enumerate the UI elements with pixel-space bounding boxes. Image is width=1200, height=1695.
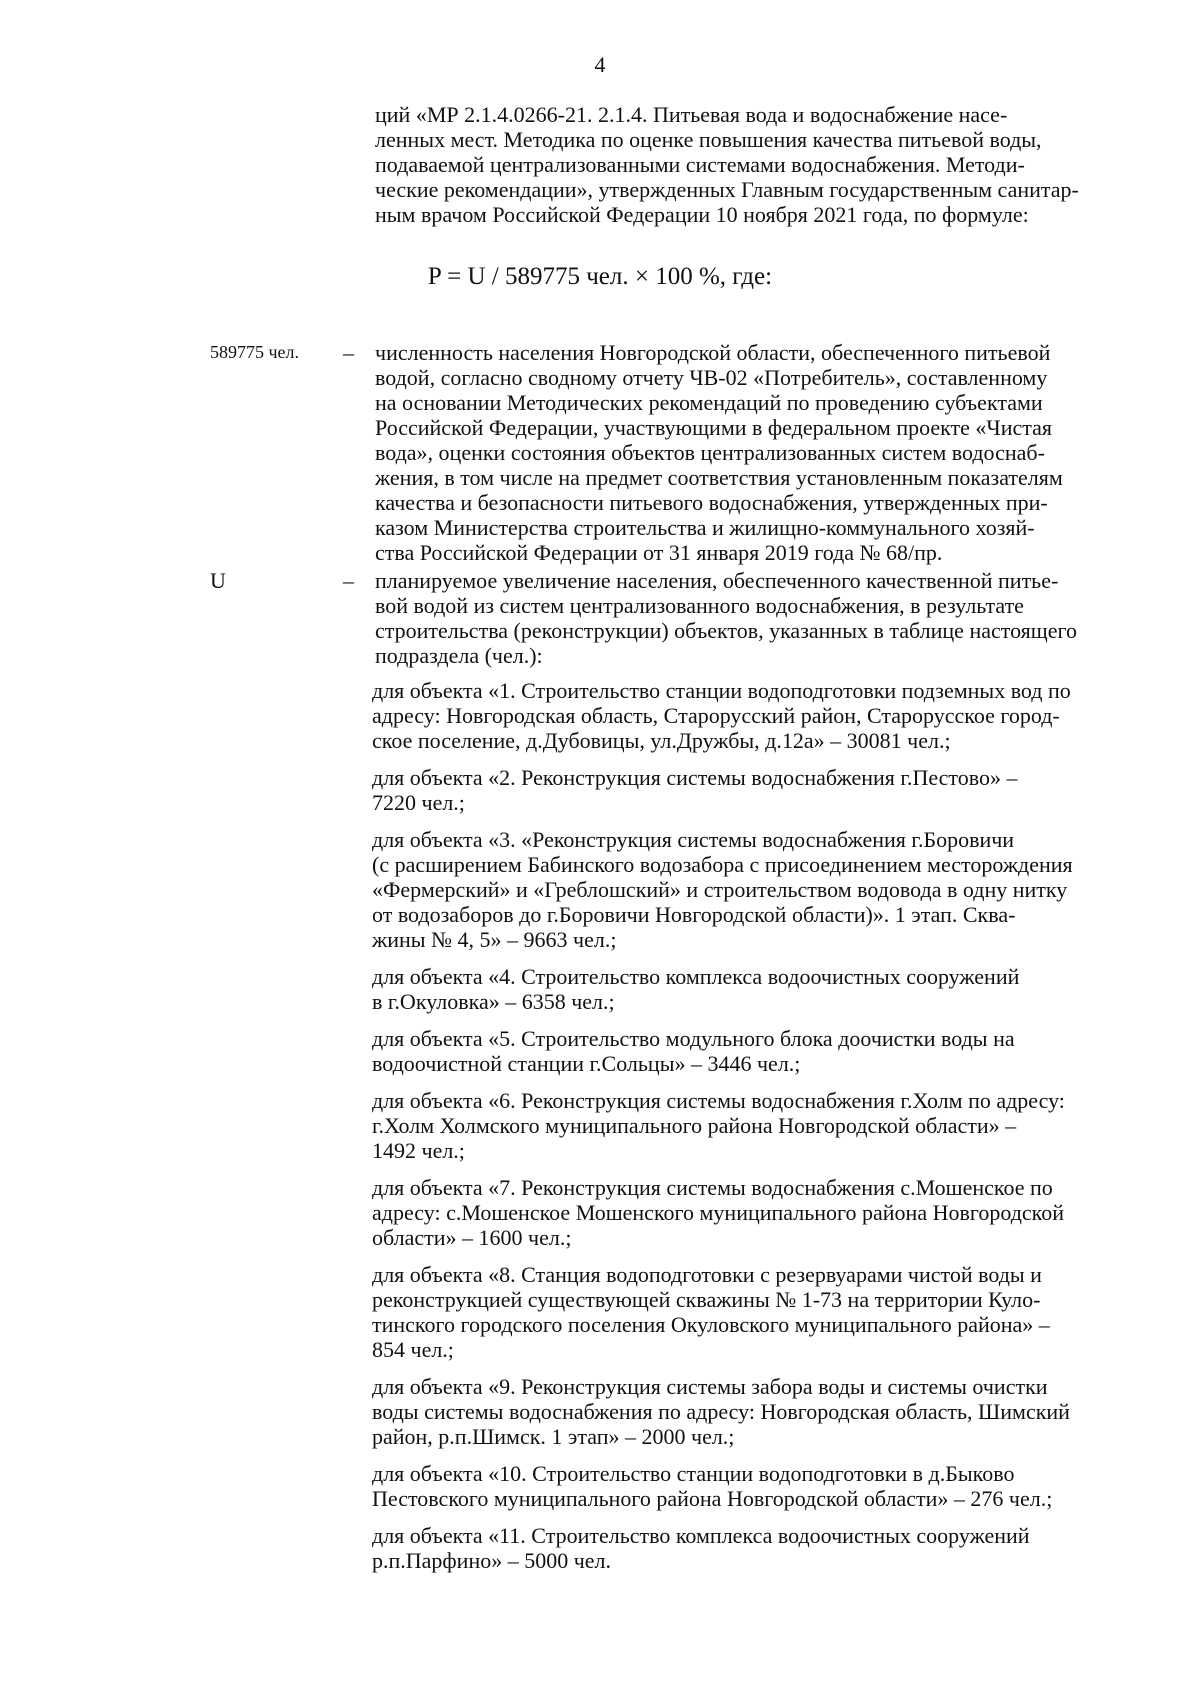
description-line: качества и безопасности питьевого водоснабжения, утвержденных при- [375, 490, 1048, 515]
object-line: для объекта «5. Строительство модульного блока доочистки воды на [372, 1026, 1015, 1051]
definition-dash: – [343, 340, 354, 365]
object-line: тинского городского поселения Окуловского муниципального района» – [372, 1312, 1050, 1337]
description-line: вой водой из систем централизованного водоснабжения, в результате [375, 593, 1024, 618]
definition-description [375, 568, 1145, 668]
object-item [372, 964, 1147, 1014]
description-line: ства Российской Федерации от 31 января 2019 года № 68/пр. [375, 540, 943, 565]
object-line: для объекта «10. Строительство станции водоподготовки в д.Быково [372, 1461, 1015, 1486]
object-line: ское поселение, д.Дубовицы, ул.Дружбы, д.12а» – 30081 чел.; [372, 728, 951, 753]
object-item [372, 827, 1147, 952]
definition-description [375, 340, 1145, 565]
description-line: Российской Федерации, участвующими в федеральном проекте «Чистая [375, 415, 1053, 440]
description-line: жения, в том числе на предмет соответствия установленным показателям [375, 465, 1063, 490]
formula: P = U / 589775 чел. × 100 %, где: [427, 263, 773, 290]
object-line: для объекта «2. Реконструкция системы водоснабжения г.Пестово» – [372, 765, 1018, 790]
description-line: подраздела (чел.): [375, 643, 543, 668]
object-line: воды системы водоснабжения по адресу: Новгородская область, Шимский [372, 1399, 1070, 1424]
object-line: Пестовского муниципального района Новгородской области» – 276 чел.; [372, 1486, 1053, 1511]
object-line: «Фермерский» и «Греблошский» и строительством водовода в одну нитку [372, 877, 1068, 902]
object-line: район, р.п.Шимск. 1 этап» – 2000 чел.; [372, 1424, 735, 1449]
object-item [372, 1026, 1147, 1076]
object-line: р.п.Парфино» – 5000 чел. [372, 1548, 612, 1573]
object-line: для объекта «7. Реконструкция системы водоснабжения с.Мошенское по [372, 1175, 1053, 1200]
object-item [372, 678, 1147, 753]
object-line: адресу: Новгородская область, Старорусский район, Старорусское город- [372, 703, 1060, 728]
object-item [372, 1262, 1147, 1362]
object-item [372, 765, 1147, 815]
object-item [372, 1523, 1147, 1573]
page-number: 4 [594, 52, 606, 77]
description-line: на основании Методических рекомендаций по проведению субъектами [375, 390, 1043, 415]
object-item [372, 1175, 1147, 1250]
description-line: численность населения Новгородской области, обеспеченного питьевой [375, 340, 1051, 365]
intro-line: ций «МР 2.1.4.0266-21. 2.1.4. Питьевая вода и водоснабжение насе- [375, 102, 1008, 127]
object-line: 1492 чел.; [372, 1138, 465, 1163]
definition-dash: – [343, 568, 354, 593]
object-item [372, 1374, 1147, 1449]
object-line: от водозаборов до г.Боровичи Новгородской области)». 1 этап. Сква- [372, 902, 1016, 927]
object-line: для объекта «9. Реконструкция системы забора воды и системы очистки [372, 1374, 1048, 1399]
description-line: вода», оценки состояния объектов централизованных систем водоснаб- [375, 440, 1045, 465]
object-line: для объекта «6. Реконструкция системы водоснабжения г.Холм по адресу: [372, 1088, 1065, 1113]
object-line: 7220 чел.; [372, 790, 465, 815]
object-line: жины № 4, 5» – 9663 чел.; [372, 927, 617, 952]
object-line: области» – 1600 чел.; [372, 1225, 572, 1250]
object-line: 854 чел.; [372, 1337, 454, 1362]
object-line: водоочистной станции г.Сольцы» – 3446 чел.; [372, 1051, 801, 1076]
object-line: для объекта «11. Строительство комплекса водоочистных сооружений [372, 1523, 1030, 1548]
intro-line: подаваемой централизованными системами водоснабжения. Методи- [375, 152, 1025, 177]
object-line: в г.Окуловка» – 6358 чел.; [372, 989, 615, 1014]
object-line: для объекта «4. Строительство комплекса водоочистных сооружений [372, 964, 1020, 989]
object-line: для объекта «1. Строительство станции водоподготовки подземных вод по [372, 678, 1071, 703]
definition-term: 589775 чел. [210, 342, 300, 362]
object-line: реконструкцией существующей скважины № 1-73 на территории Куло- [372, 1287, 1041, 1312]
object-line: для объекта «8. Станция водоподготовки с резервуарами чистой воды и [372, 1262, 1042, 1287]
object-line: (с расширением Бабинского водозабора с присоединением месторождения [372, 852, 1073, 877]
object-line: адресу: с.Мошенское Мошенского муниципального района Новгородской [372, 1200, 1065, 1225]
object-item [372, 1461, 1147, 1511]
object-item [372, 1088, 1147, 1163]
intro-line: ческие рекомендации», утвержденных Главным государственным санитар- [375, 177, 1079, 202]
definition-term: U [210, 568, 226, 593]
description-line: водой, согласно сводному отчету ЧВ-02 «Потребитель», составленному [375, 365, 1048, 390]
intro-line: ным врачом Российской Федерации 10 ноября 2021 года, по формуле: [375, 202, 1029, 227]
object-line: г.Холм Холмского муниципального района Новгородской области» – [372, 1113, 1017, 1138]
description-line: казом Министерства строительства и жилищно-коммунального хозяй- [375, 515, 1035, 540]
description-line: строительства (реконструкции) объектов, указанных в таблице настоящего [375, 618, 1077, 643]
description-line: планируемое увеличение населения, обеспеченного качественной питье- [375, 568, 1059, 593]
intro-line: ленных мест. Методика по оценке повышения качества питьевой воды, [375, 127, 1042, 152]
intro-paragraph [375, 102, 1145, 227]
objects-list [372, 678, 1147, 1585]
object-line: для объекта «3. «Реконструкция системы водоснабжения г.Боровичи [372, 827, 1015, 852]
